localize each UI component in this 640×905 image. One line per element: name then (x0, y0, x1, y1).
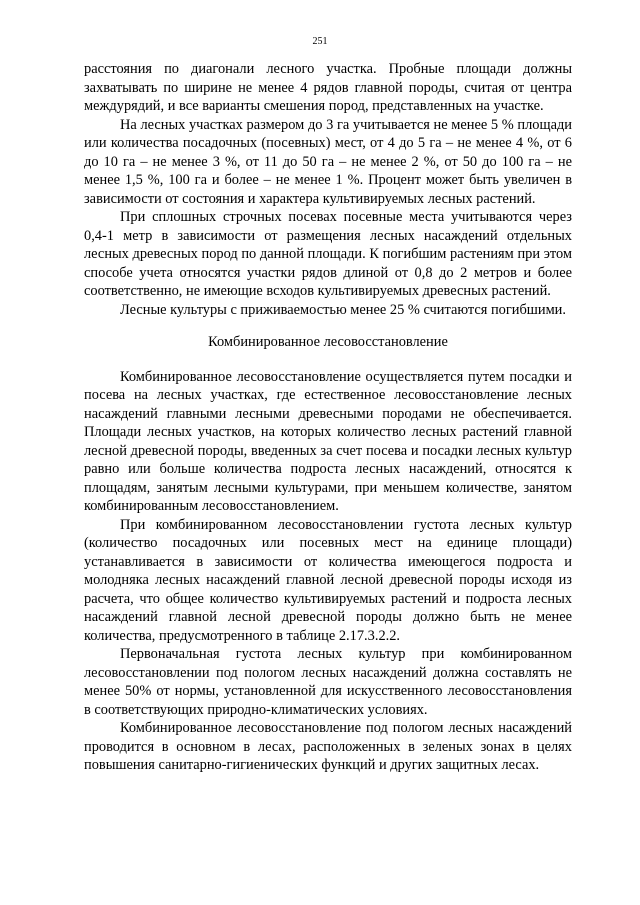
paragraph-continued: расстояния по диагонали лесного участка. Пробные площади должны захватывать по ширине не менее 4 рядов главной породы, считая от центра междурядий, и все варианты смешения пород, представленных на участке. (84, 61, 572, 114)
paragraph-survival-rate: Лесные культуры с приживаемостью менее 25 % считаются погибшими. (120, 301, 566, 318)
section-heading: Комбинированное лесовосстановление (208, 334, 448, 350)
paragraph-initial-density: Первоначальная густота лесных культур при комбинированном лесовосстановлении под пологом лесных насаждений должна составлять не менее 50% от нормы, установленной для искусственного лесовосстановления в соответствующих природно-климатических условиях. (84, 646, 572, 718)
paragraph-density: При комбинированном лесовосстановлении густота лесных культур (количество посадочных или посевных мест на единице площади) устанавливается в зависимости от количества имеющегося подроста и молодняка лесных насаждений главной лесной древесной породы исходя из расчета, что общее количество культивируемых растений и подроста лесных насаждений главной лесной древесной породы должно быть не менее количества, предусмотренного в таблице 2.17.3.2.2. (84, 516, 572, 644)
paragraph-combined-definition: Комбинированное лесовосстановление осуществляется путем посадки и посева на лесных участках, где естественное лесовосстановление лесных насаждений главными лесными древесными породами не обеспечивается. Площади лесных участков, на которых количество лесных растений главной лесной древесной породы, введенных за счет посева и посадки лесных культур равно или больше количества подроста лесных насаждений, относятся к площадям, занятым лесными культурами, при меньшем количестве, занятом комбинированным лесовосстановлением. (84, 368, 572, 514)
paragraph-area-percentages: На лесных участках размером до 3 га учитывается не менее 5 % площади или количества посадочных (посевных) мест, от 4 до 5 га – не менее 4 %, от 6 до 10 га – не менее 3 %, от 11 до 50 га – не менее 2 %, от 50 до 100 га – не менее 1,5 %, 100 га и более – не менее 1 %. Процент может быть увеличен в зависимости от состояния и характера культивируемых лесных растений. (84, 116, 572, 207)
paragraph-canopy: Комбинированное лесовосстановление под пологом лесных насаждений проводится в основном в лесах, расположенных в зеленых зонах в целях повышения санитарно-гигиенических функций и других защитных лесах. (84, 720, 572, 773)
document-body (84, 60, 572, 775)
paragraph-row-sowing: При сплошных строчных посевах посевные места учитываются через 0,4-1 метр в зависимости от размещения лесных насаждений отдельных лесных древесных пород по данной площади. К погибшим растениям при этом способе учета относятся участки рядов длиной от 0,8 до 2 метров и более соответственно, не имеющие всходов культивируемых древесных растений. (84, 209, 572, 299)
page-number: 251 (312, 36, 328, 47)
